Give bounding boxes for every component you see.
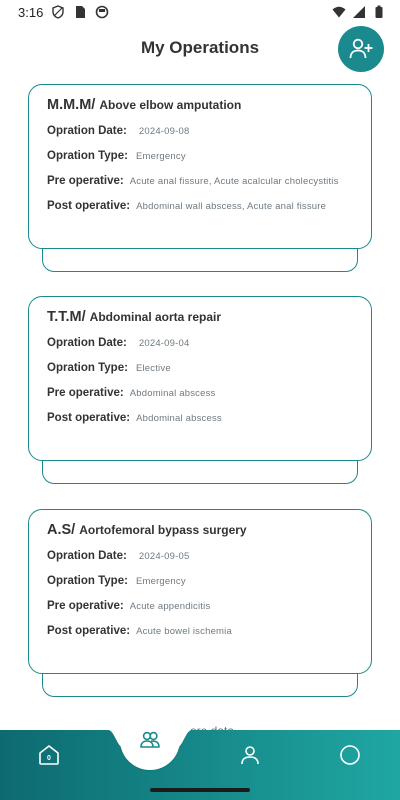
operation-date-value: 2024-09-05 (138, 551, 190, 562)
patient-initials: M.M.M/ (47, 97, 96, 113)
post-operative-row (47, 200, 353, 225)
operation-type-row (47, 150, 353, 175)
signal-icon (352, 5, 366, 19)
pre-operative-value: Acute appendicitis (129, 601, 211, 612)
post-operative-label: Post operative: (47, 200, 131, 212)
sim-card-icon (73, 5, 87, 19)
face-icon (95, 5, 109, 19)
operation-date-value: 2024-09-08 (138, 126, 190, 137)
operation-card-body[interactable] (28, 509, 372, 674)
operation-card[interactable] (28, 509, 372, 699)
wifi-icon (332, 5, 346, 19)
post-operative-value: Abdominal abscess (136, 413, 222, 424)
patient-initials: A.S/ (47, 522, 76, 538)
operation-name: Aortofemoral bypass surgery (79, 523, 247, 537)
operation-date-label: Opration Date: (47, 337, 127, 349)
nav-operations[interactable] (120, 710, 180, 770)
card-title (47, 522, 353, 538)
shield-icon (51, 5, 65, 19)
pre-operative-row (47, 175, 353, 200)
operation-type-value: Emergency (135, 576, 186, 587)
page-title: My Operations (140, 38, 260, 57)
operation-type-value: Emergency (135, 151, 186, 162)
header (0, 24, 400, 74)
nav-home[interactable] (36, 742, 62, 768)
settings-circle-icon (338, 743, 362, 767)
operation-type-value: Elective (135, 363, 171, 374)
post-operative-value: Abdominal wall abscess, Acute anal fissure (136, 201, 327, 212)
operation-date-label: Opration Date: (47, 125, 127, 137)
operation-type-row (47, 362, 353, 387)
pre-operative-label: Pre operative: (47, 600, 124, 612)
bottom-navigation (0, 730, 400, 800)
operation-type-label: Opration Type: (47, 362, 128, 374)
operation-date-label: Opration Date: (47, 550, 127, 562)
status-time: 3:16 (18, 4, 44, 20)
operation-type-row (47, 575, 353, 600)
post-operative-label: Post operative: (47, 625, 131, 637)
battery-icon (372, 5, 386, 19)
operation-date-row (47, 550, 353, 575)
pre-operative-label: Pre operative: (47, 387, 124, 399)
operation-date-row (47, 125, 353, 150)
nav-profile[interactable] (237, 742, 263, 768)
profile-icon (238, 743, 262, 767)
operation-date-value: 2024-09-04 (138, 338, 190, 349)
add-user-button[interactable] (338, 26, 384, 72)
operation-card-body[interactable] (28, 84, 372, 249)
pre-operative-value: Acute anal fissure, Acute acalcular cholecystitis (129, 176, 339, 187)
card-title (47, 97, 353, 113)
post-operative-value: Acute bowel ischemia (136, 626, 232, 637)
operation-date-row (47, 337, 353, 362)
operation-name: Abdominal aorta repair (89, 310, 222, 324)
system-home-indicator[interactable] (150, 788, 250, 792)
home-badge: 0 (47, 755, 51, 762)
pre-operative-row (47, 600, 353, 625)
operation-card[interactable] (28, 296, 372, 486)
operation-type-label: Opration Type: (47, 150, 128, 162)
card-title (47, 309, 353, 325)
operation-name: Above elbow amputation (99, 98, 242, 112)
operation-card-body[interactable] (28, 296, 372, 461)
pre-operative-label: Pre operative: (47, 175, 124, 187)
nav-settings[interactable] (337, 742, 363, 768)
pre-operative-value: Abdominal abscess (129, 388, 216, 399)
post-operative-row (47, 625, 353, 650)
post-operative-row (47, 412, 353, 437)
operation-type-label: Opration Type: (47, 575, 128, 587)
add-user-icon (348, 36, 374, 62)
post-operative-label: Post operative: (47, 412, 131, 424)
pre-operative-row (47, 387, 353, 412)
patient-initials: T.T.M/ (47, 309, 86, 325)
group-icon (138, 728, 162, 752)
operation-card[interactable] (28, 84, 372, 274)
status-bar (0, 0, 400, 24)
